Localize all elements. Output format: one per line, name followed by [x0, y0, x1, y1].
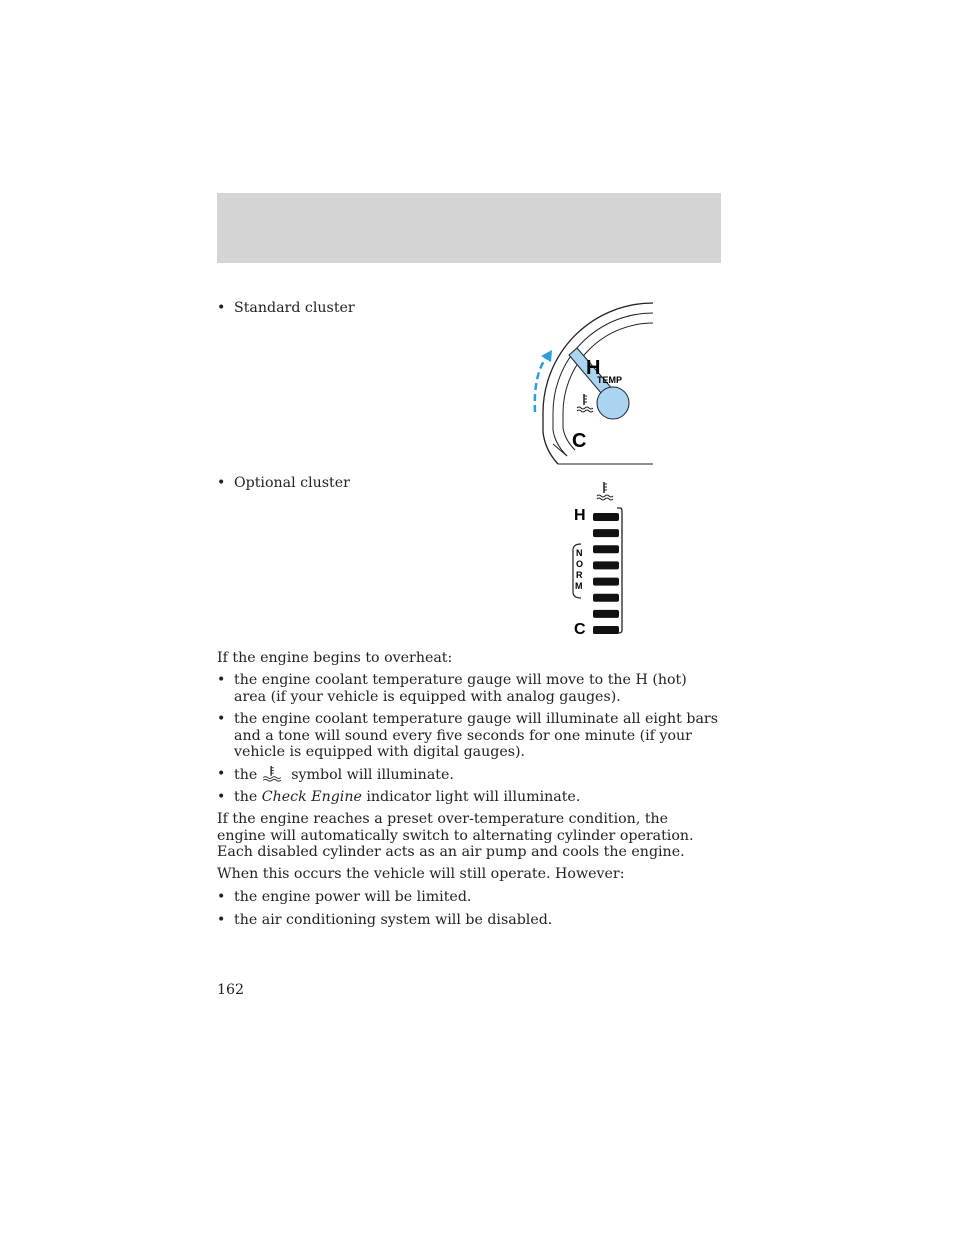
overheat-item-digital — [217, 711, 721, 761]
norm-letter: R — [576, 570, 583, 580]
limit-item-text: the engine power will be limited. — [234, 889, 472, 905]
gauge-bars — [593, 513, 619, 634]
limit-item-power — [217, 889, 721, 906]
gauge-bar — [593, 561, 619, 569]
gauge-bar — [593, 594, 619, 602]
symbol-item — [217, 766, 721, 784]
bullet: • — [217, 300, 226, 316]
limit-item-text: the air conditioning system will be disabled. — [234, 912, 553, 928]
overheat-item-analog — [217, 672, 721, 705]
page-number: 162 — [217, 982, 245, 998]
coolant-temp-icon — [597, 482, 613, 500]
needle-hub — [597, 387, 629, 419]
gauge-c-label: C — [572, 430, 587, 452]
overheat-item-text: the engine coolant temperature gauge will illuminate all eight bars and a tone will sound every five seconds for one minute (if your vehicle is equipped with digital gauges). — [234, 711, 718, 760]
gauge-bar — [593, 545, 619, 553]
gauge-temp-label: TEMP — [597, 375, 623, 385]
norm-letter: M — [575, 581, 583, 591]
bullet: • — [217, 672, 226, 688]
digital-h-label: H — [574, 507, 586, 524]
gauge-bar — [593, 610, 619, 618]
norm-letter: N — [576, 548, 583, 558]
symbol-item-after: symbol will illuminate. — [291, 767, 454, 783]
check-engine-item — [217, 789, 721, 806]
still-operate-paragraph: When this occurs the vehicle will still operate. However: — [217, 866, 625, 882]
gauge-bar — [593, 626, 619, 634]
symbol-item-before: the — [234, 767, 258, 783]
gauge-h-label: H — [586, 357, 601, 379]
coolant-temp-icon — [577, 394, 593, 412]
overtemp-paragraph: If the engine reaches a preset over-temperature condition, the engine will automatically switch to alternating cylinder operation. Each disabled cylinder acts as an air pump and cools the engine. — [217, 811, 694, 860]
bullet: • — [217, 475, 226, 491]
bullet: • — [217, 912, 226, 928]
check-engine-label: Check Engine — [261, 789, 362, 805]
gauge-bar — [593, 529, 619, 537]
bullet: • — [217, 711, 226, 727]
header-band — [217, 193, 721, 263]
bullet: • — [217, 889, 226, 905]
digital-c-label: C — [574, 621, 586, 638]
bullet: • — [217, 766, 226, 782]
digital-temp-gauge — [565, 478, 635, 640]
limit-item-ac — [217, 912, 721, 929]
check-engine-after: indicator light will illuminate. — [366, 789, 581, 805]
optional-cluster-label: Optional cluster — [234, 475, 350, 491]
standard-cluster-label: Standard cluster — [234, 300, 355, 316]
analog-temp-gauge — [525, 300, 660, 470]
gauge-bar — [593, 513, 619, 521]
optional-cluster-item — [217, 475, 721, 492]
norm-letter: O — [576, 559, 584, 569]
overheat-item-text: the engine coolant temperature gauge will move to the H (hot) area (if your vehicle is equipped with analog gauges). — [234, 672, 687, 705]
check-engine-before: the — [234, 789, 258, 805]
overheat-intro: If the engine begins to overheat: — [217, 650, 453, 666]
bullet: • — [217, 789, 226, 805]
coolant-temp-icon — [261, 766, 283, 782]
gauge-bar — [593, 578, 619, 586]
